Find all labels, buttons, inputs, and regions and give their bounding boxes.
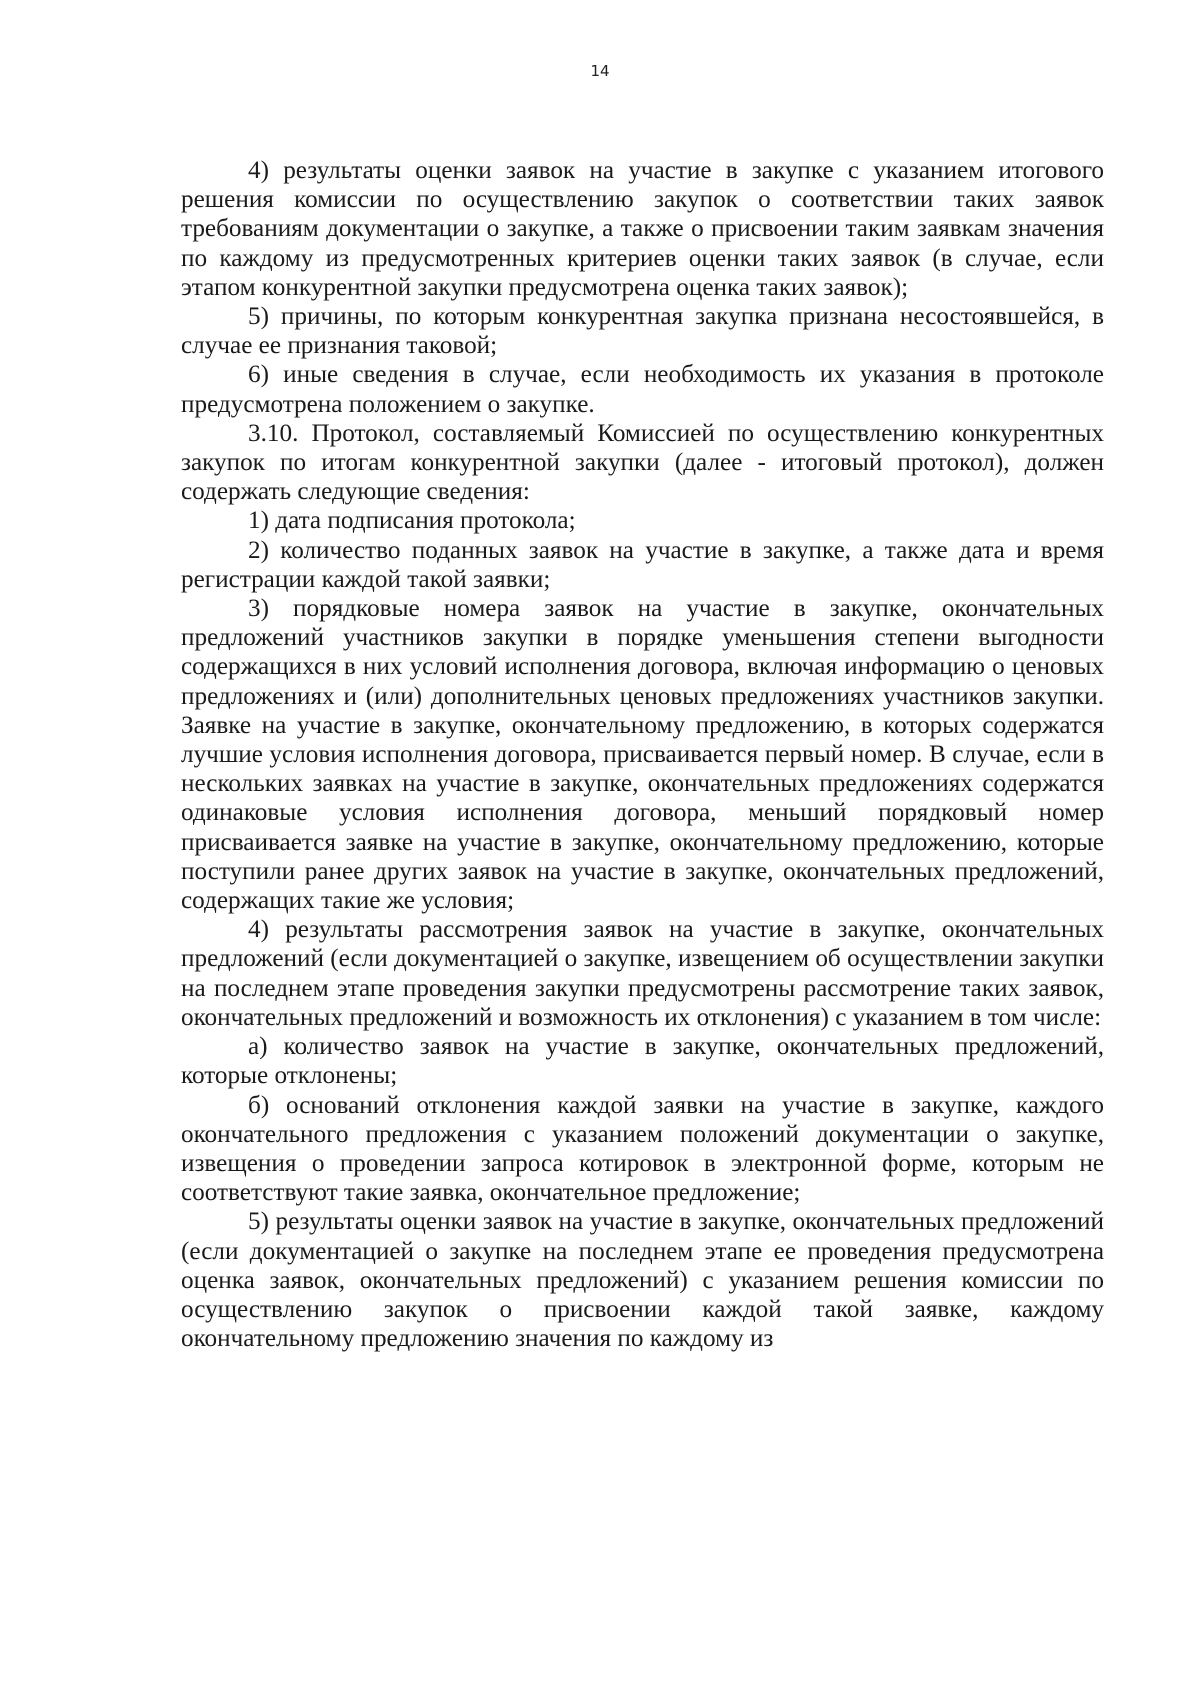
paragraph-ordinal-numbers: 3) порядковые номера заявок на участие в закупке, окончательных предложений участников закупки в порядке уменьшения степени выгодности содержащихся в них условий исполнения договора, включая информацию о ценовых предложениях и (или) дополнительных ценовых предложениях участников закупки. Заявке на участие в закупке, окончательному предложению, в которых содержатся лучшие условия исполнения договора, присваивается первый номер. В случае, если в нескольких заявках на участие в закупке, окончательных предложениях содержатся одинаковые условия исполнения договора, меньший порядковый номер присваивается заявке на участие в закупке, окончательному предложению, которые поступили ранее других заявок на участие в закупке, окончательных предложений, содержащих такие же условия; (181, 595, 1104, 915)
paragraph-results-evaluation: 4) результаты оценки заявок на участие в закупке с указанием итогового решения комиссии по осуществлению закупок о соответствии таких заявок требованиям документации о закупке, а также о присвоении таким заявкам значения по каждому из предусмотренных критериев оценки таких заявок (в случае, если этапом конкурентной закупки предусмотрена оценка таких заявок); (181, 157, 1104, 301)
paragraph-sign-date: 1) дата подписания протокола; (248, 507, 576, 535)
document-body (181, 156, 1104, 1353)
paragraph-applications-count: 2) количество поданных заявок на участие в закупке, а также дата и время регистрации каждой такой заявки; (181, 536, 1104, 593)
page-number: 14 (590, 62, 610, 80)
paragraph-section-3-10: 3.10. Протокол, составляемый Комиссией по осуществлению конкурентных закупок по итогам конкурентной закупки (далее - итоговый протокол), должен содержать следующие сведения: (181, 419, 1104, 506)
paragraph-other-info: 6) иные сведения в случае, если необходимость их указания в протоколе предусмотрена положением о закупке. (181, 361, 1104, 418)
paragraph-review-results: 4) результаты рассмотрения заявок на участие в закупке, окончательных предложений (если документацией о закупке, извещением об осуществлении закупки на последнем этапе проведения закупки предусмотрены рассмотрение таких заявок, окончательных предложений и возможность их отклонения) с указанием в том числе: (181, 916, 1104, 1031)
paragraph-rejected-count: а) количество заявок на участие в закупке, окончательных предложений, которые отклонены; (181, 1033, 1104, 1090)
paragraph-rejection-grounds: б) оснований отклонения каждой заявки на участие в закупке, каждого окончательного предложения с указанием положений документации о закупке, извещения о проведении запроса котировок в электронной форме, которым не соответствуют такие заявка, окончательное предложение; (181, 1091, 1104, 1207)
paragraph-reasons-failed: 5) причины, по которым конкурентная закупка признана несостоявшейся, в случае ее признания таковой; (181, 303, 1104, 360)
paragraph-evaluation-final: 5) результаты оценки заявок на участие в закупке, окончательных предложений (если документацией о закупке на последнем этапе ее проведения предусмотрена оценка заявок, окончательных предложений) с указанием решения комиссии по осуществлению закупок о присвоении каждой такой заявке, каждому окончательному предложению значения по каждому из (181, 1208, 1104, 1353)
